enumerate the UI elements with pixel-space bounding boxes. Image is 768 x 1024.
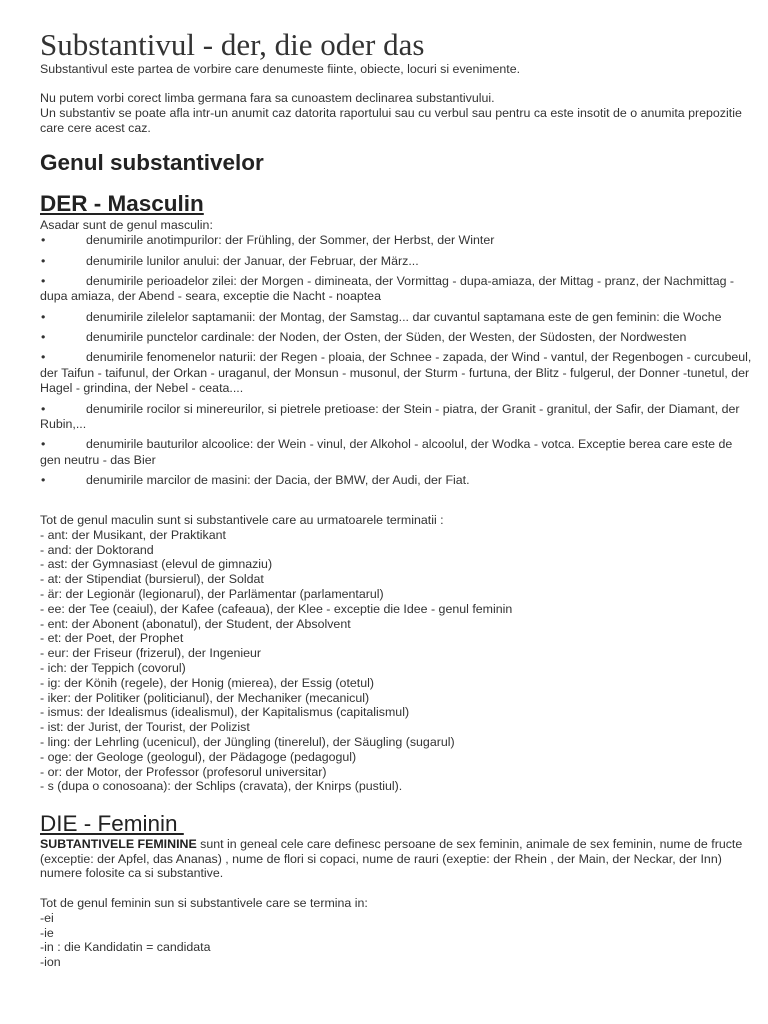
- bullet-item: [40, 330, 752, 346]
- paragraph-line: Nu putem vorbi corect limba germana fara sa cunoastem declinarea substantivului.: [40, 91, 495, 106]
- bullet-symbol: •: [41, 253, 46, 268]
- document-title: Substantivul - der, die oder das: [40, 26, 425, 62]
- ending-item: - ast: der Gymnasiast (elevul de gimnaziu): [40, 557, 273, 572]
- bullet-symbol: •: [41, 309, 46, 324]
- bullet-symbol: •: [41, 350, 46, 365]
- feminin-endings-list: [40, 911, 752, 970]
- bullet-symbol: •: [41, 273, 46, 288]
- ending-item: - ent: der Abonent (abonatul), der Student, der Absolvent: [40, 616, 351, 631]
- ending-item: -ion: [40, 955, 61, 970]
- ending-item: - är: der Legionär (legionarul), der Parlämentar (parlamentarul): [40, 586, 384, 601]
- feminin-definition-bold: SUBTANTIVELE FEMININE: [40, 836, 197, 851]
- bullet-text: denumirile anotimpurilor: der Frühling, der Sommer, der Herbst, der Winter: [86, 233, 495, 248]
- masculin-lead: Asadar sunt de genul masculin:: [40, 218, 213, 233]
- bullet-text: denumirile perioadelor zilei: der Morgen - dimineata, der Vormittag - dupa-amiaza, der Mittag - pranz, der Nachmittag - dupa amiaza, der Abend - seara, exceptie die Nacht - noaptea: [40, 273, 735, 304]
- ending-item: - oge: der Geologe (geologul), der Pädagoge (pedagogul): [40, 749, 357, 764]
- ending-item: - ismus: der Idealismus (idealismul), der Kapitalismus (capitalismul): [40, 705, 410, 720]
- ending-item: - ling: der Lehrling (ucenicul), der Jüngling (tinerelul), der Säugling (sugarul): [40, 734, 455, 749]
- bullet-item: [40, 274, 752, 305]
- ending-item: - ist: der Jurist, der Tourist, der Polizist: [40, 720, 250, 735]
- bullet-symbol: •: [41, 233, 46, 248]
- feminin-definition: [40, 837, 752, 881]
- bullet-symbol: •: [41, 329, 46, 344]
- ending-item: - ich: der Teppich (covorul): [40, 660, 186, 675]
- ending-item: -ei: [40, 910, 54, 925]
- ending-item: - et: der Poet, der Prophet: [40, 631, 184, 646]
- paragraph-line: Un substantiv se poate afla intr-un anumit caz datorita raportului sau cu verbul sau pentru ca este insotit de o anumita prepozitie care cere acest caz.: [40, 105, 742, 135]
- ending-item: - ee: der Tee (ceaiul), der Kafee (cafeaua), der Klee - exceptie die Idee - genul feminin: [40, 601, 513, 616]
- masculin-endings-list: [40, 528, 752, 794]
- bullet-text: denumirile punctelor cardinale: der Noden, der Osten, der Süden, der Westen, der Südosten, der Nordwesten: [86, 329, 687, 344]
- bullet-text: denumirile bauturilor alcoolice: der Wein - vinul, der Alkohol - alcoolul, der Wodka - votca. Exceptie berea care este de gen neutru - das Bier: [40, 437, 733, 467]
- section-heading-masculin: [40, 191, 752, 217]
- bullet-item: [40, 350, 752, 397]
- heading-text: DER - Masculin: [40, 190, 204, 216]
- bullet-item: [40, 233, 752, 249]
- bullet-text: denumirile lunilor anului: der Januar, der Februar, der März...: [86, 253, 419, 268]
- document-page: [40, 0, 752, 970]
- bullet-item: [40, 254, 752, 270]
- masculin-endings-lead: Tot de genul maculin sunt si substantivele care au urmatoarele terminatii :: [40, 512, 444, 527]
- bullet-item: [40, 402, 752, 433]
- ending-item: - s (dupa o conosoana): der Schlips (cravata), der Knirps (pustiul).: [40, 779, 403, 794]
- ending-item: -in : die Kandidatin = candidata: [40, 940, 211, 955]
- bullet-item: [40, 437, 752, 468]
- bullet-text: denumirile zilelelor saptamanii: der Montag, der Samstag... dar cuvantul saptamana este de gen feminin: die Woche: [86, 309, 722, 324]
- ending-item: - ig: der Könih (regele), der Honig (mierea), der Essig (otetul): [40, 675, 374, 690]
- bullet-text: denumirile fenomenelor naturii: der Regen - ploaia, der Schnee - zapada, der Wind - vantul, der Regenbogen - curcubeul, der Taifun - taifunul, der Orkan - uraganul, der Monsun - musonul, der Sturm - furtuna, der Blitz - fulgerul, der Donner -tunetul, der Hagel - grindina, der Nebel - ceata....: [40, 350, 752, 396]
- ending-item: - at: der Stipendiat (bursierul), der Soldat: [40, 572, 264, 587]
- masculin-bullet-list: [40, 233, 752, 488]
- ending-item: - ant: der Musikant, der Praktikant: [40, 527, 226, 542]
- bullet-text: denumirile rocilor si minereurilor, si pietrele pretioase: der Stein - piatra, der Granit - granitul, der Safir, der Diamant, der Rubin,...: [40, 401, 740, 432]
- feminin-endings-lead: Tot de genul feminin sun si substantivele care se termina in:: [40, 896, 368, 911]
- heading-text: DIE - Feminin: [40, 810, 184, 836]
- bullet-item: [40, 310, 752, 326]
- ending-item: - or: der Motor, der Professor (profesorul universitar): [40, 764, 327, 779]
- ending-item: -ie: [40, 925, 54, 940]
- ending-item: - iker: der Politiker (politicianul), der Mechaniker (mecanicul): [40, 690, 370, 705]
- feminin-definition-text: sunt in geneal cele care definesc persoane de sex feminin, animale de sex feminin, nume de fructe (exceptie: der Apfel, das Ananas) , nume de flori si copaci, nume de rauri (exeptie: der Rhein , der Main, der Neckar, der Inn) numere folosite ca si substantive.: [40, 836, 743, 881]
- bullet-text: denumirile marcilor de masini: der Dacia, der BMW, der Audi, der Fiat.: [86, 473, 470, 488]
- bullet-item: [40, 473, 752, 489]
- bullet-symbol: •: [41, 401, 46, 416]
- ending-item: - eur: der Friseur (frizerul), der Ingenieur: [40, 646, 262, 661]
- section-heading-feminin: [40, 811, 752, 837]
- bullet-symbol: •: [41, 473, 46, 488]
- section-heading-genul: Genul substantivelor: [40, 149, 264, 175]
- ending-item: - and: der Doktorand: [40, 542, 154, 557]
- bullet-symbol: •: [41, 437, 46, 452]
- intro-text: Substantivul este partea de vorbire care denumeste fiinte, obiecte, locuri si evenimente.: [40, 61, 521, 76]
